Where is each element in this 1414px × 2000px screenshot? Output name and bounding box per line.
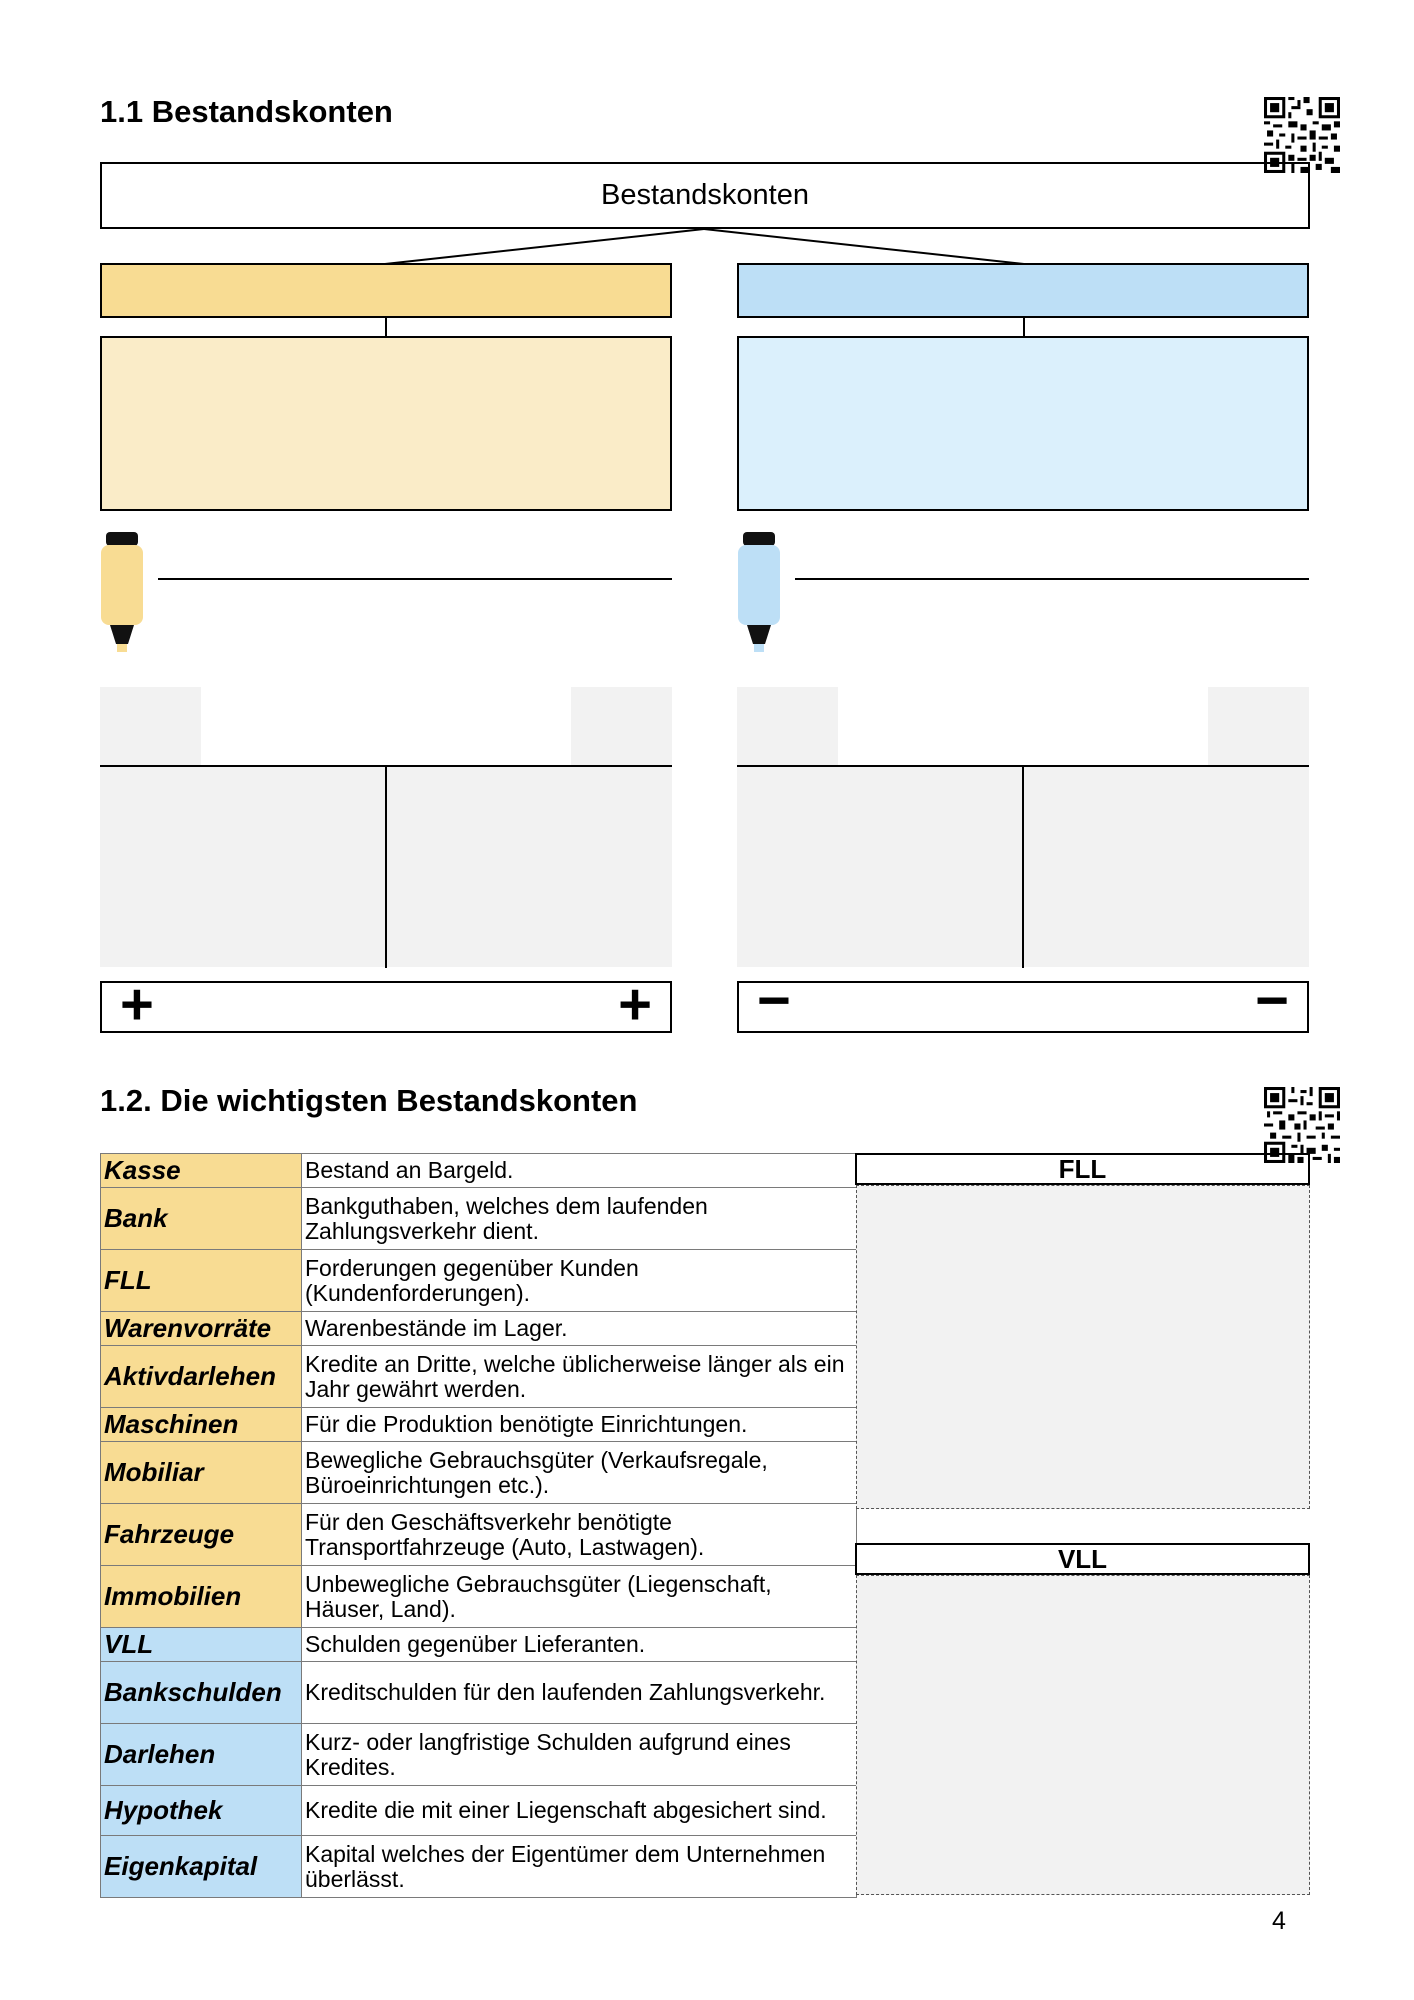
aktiven-t-account-divider: [385, 766, 387, 968]
account-term: Fahrzeuge: [101, 1504, 302, 1566]
table-row: [101, 1188, 857, 1250]
table-row: [101, 1724, 857, 1786]
highlighter-marker-icon: [98, 532, 146, 658]
vll-box-label: VLL: [1057, 1543, 1108, 1574]
highlighter-marker-icon: [735, 532, 783, 658]
account-term: Aktivdarlehen: [101, 1346, 302, 1408]
minus-sign-right: −: [1255, 968, 1289, 1033]
vll-box-header: [855, 1543, 1310, 1575]
passiven-description-field[interactable]: [737, 336, 1309, 511]
table-row: [101, 1442, 857, 1504]
bestandskonten-root-box: [100, 162, 1310, 229]
account-term: Eigenkapital: [101, 1836, 302, 1898]
table-row: [101, 1504, 857, 1566]
account-term: Maschinen: [101, 1408, 302, 1442]
account-description: Warenbestände im Lager.: [302, 1312, 857, 1346]
account-description: Kapital welches der Eigentümer dem Unternehmen überlässt.: [302, 1836, 857, 1898]
account-term: Kasse: [101, 1154, 302, 1188]
vll-notes-area[interactable]: [856, 1575, 1310, 1895]
aktiven-t-account-label-right[interactable]: [571, 687, 672, 765]
section-heading-bestandskonten: 1.1 Bestandskonten: [100, 94, 393, 129]
account-term: VLL: [101, 1628, 302, 1662]
account-description: Unbewegliche Gebrauchsgüter (Liegenschaft, Häuser, Land).: [302, 1566, 857, 1628]
fll-notes-area[interactable]: [856, 1185, 1310, 1509]
qr-code-icon[interactable]: [1264, 1087, 1340, 1163]
account-description: Bestand an Bargeld.: [302, 1154, 857, 1188]
aktiven-writing-line[interactable]: [158, 578, 672, 580]
plus-sign-right: +: [618, 972, 652, 1037]
page-number: 4: [1272, 1907, 1286, 1935]
passiven-header-field[interactable]: [737, 263, 1309, 318]
passiven-t-account-label-right[interactable]: [1208, 687, 1309, 765]
bestandskonten-table: [100, 1153, 857, 1898]
aktiven-t-account-label-left[interactable]: [100, 687, 201, 765]
minus-sign-left: −: [757, 968, 791, 1033]
account-description: Kredite an Dritte, welche üblicherweise länger als ein Jahr gewährt werden.: [302, 1346, 857, 1408]
table-row: [101, 1250, 857, 1312]
aktiven-header-field[interactable]: [100, 263, 672, 318]
table-row: [101, 1408, 857, 1442]
account-description: Bewegliche Gebrauchsgüter (Verkaufsregale, Büroeinrichtungen etc.).: [302, 1442, 857, 1504]
table-row: [101, 1566, 857, 1628]
table-row: [101, 1786, 857, 1836]
account-description: Kreditschulden für den laufenden Zahlungsverkehr.: [302, 1662, 857, 1724]
section-heading-wichtigste-bestandskonten: 1.2. Die wichtigsten Bestandskonten: [100, 1083, 638, 1118]
table-row: [101, 1312, 857, 1346]
table-row: [101, 1628, 857, 1662]
aktiven-sign-bar: [100, 972, 672, 1037]
table-row: [101, 1662, 857, 1724]
account-term: Bankschulden: [101, 1662, 302, 1724]
account-term: Bank: [101, 1188, 302, 1250]
account-term: Mobiliar: [101, 1442, 302, 1504]
fll-box-label: FLL: [1058, 1153, 1107, 1184]
fll-box-header: [855, 1153, 1310, 1185]
account-description: Kurz- oder langfristige Schulden aufgrund eines Kredites.: [302, 1724, 857, 1786]
passiven-sign-bar: [737, 968, 1309, 1033]
account-description: Schulden gegenüber Lieferanten.: [302, 1628, 857, 1662]
account-description: Für die Produktion benötigte Einrichtungen.: [302, 1408, 857, 1442]
aktiven-description-field[interactable]: [100, 336, 672, 511]
passiven-t-account-divider: [1022, 766, 1024, 968]
table-row: [101, 1836, 857, 1898]
account-description: Forderungen gegenüber Kunden (Kundenforderungen).: [302, 1250, 857, 1312]
account-term: Warenvorräte: [101, 1312, 302, 1346]
account-term: Darlehen: [101, 1724, 302, 1786]
account-description: Für den Geschäftsverkehr benötigte Transportfahrzeuge (Auto, Lastwagen).: [302, 1504, 857, 1566]
passiven-writing-line[interactable]: [795, 578, 1309, 580]
passiven-t-account-label-left[interactable]: [737, 687, 838, 765]
table-row: [101, 1346, 857, 1408]
account-description: Bankguthaben, welches dem laufenden Zahlungsverkehr dient.: [302, 1188, 857, 1250]
table-row: [101, 1154, 857, 1188]
account-description: Kredite die mit einer Liegenschaft abgesichert sind.: [302, 1786, 857, 1836]
account-term: Immobilien: [101, 1566, 302, 1628]
account-term: FLL: [101, 1250, 302, 1312]
root-box-label: Bestandskonten: [601, 179, 809, 211]
plus-sign-left: +: [120, 972, 154, 1037]
account-term: Hypothek: [101, 1786, 302, 1836]
